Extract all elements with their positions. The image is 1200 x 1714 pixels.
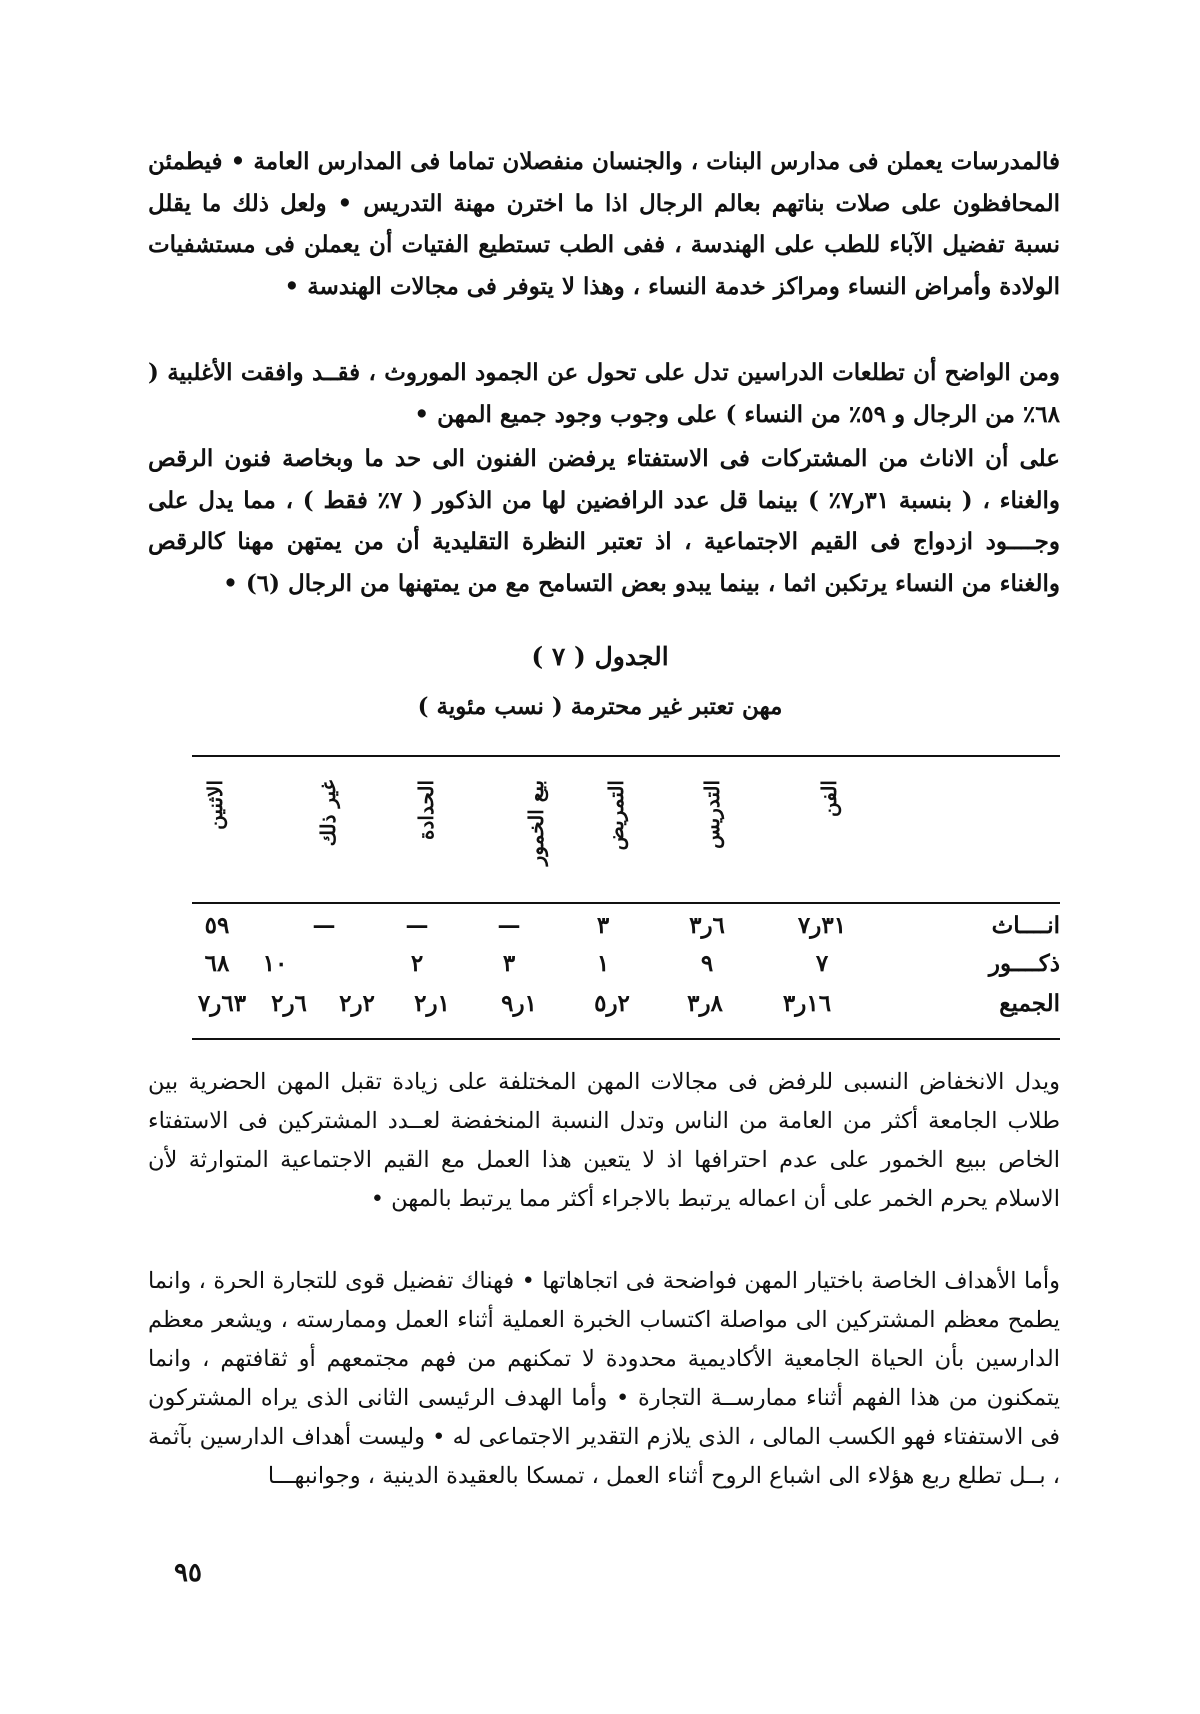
table-header-rule [192, 902, 1060, 904]
table-cell: ٢ر٥ [594, 990, 630, 1017]
column-header-art: الفن [817, 780, 841, 817]
page-number: ٩٥ [174, 1558, 202, 1588]
table-subtitle: مهن تعتبر غير محترمة ( نسب مئوية ) [417, 693, 783, 720]
column-header-other: غير ذلك [316, 780, 340, 847]
row-label: انــــاث [991, 912, 1060, 939]
row-label: ذكــــور [988, 950, 1060, 977]
table-cell: ٢ [410, 950, 424, 977]
paragraph-5: وأما الأهداف الخاصة باختيار المهن فواضحة فى اتجاهاتها • فهناك تفضيل قوى للتجارة الحرة ، وانما يطمح معظم المشتركين الى مواصلة اكتساب الخبرة العملية أثناء العمل وممارسته ، ويشعر معظم الدارسين بأن الحياة الجامعية الأكاديمية محدودة لا تمكنهم من فهم مجتمعهم أو ثقافتهم ، وانما يتمكنون من هذا الفهم أثناء ممارســة التجارة • وأما الهدف الرئيسى الثانى الذى يراه المشتركون فى الاستفتاء فهو الكسب المالى ، الذى يلازم التقدير الاجتماعى له • وليست أهداف الدارسين بآثمة ، بــل تطلع ربع هؤلاء الى اشباع الروح أثناء العمل ، تمسكا بالعقيدة الدينية ، وجوانبهـــا [148, 1268, 1060, 1489]
table-cell: — [405, 912, 429, 939]
paragraph-3: على أن الاناث من المشتركات فى الاستفتاء يرفضن الفنون الى حد ما وبخاصة فنون الرقص والغناء ، ( بنسبة ٣١ر٧٪ ) بينما قل عدد الرافضين لها من الذكور ( ٧٪ فقط ) ، مما يدل على وجــــود ازدواج فى القيم الاجتماعية ، اذ تعتبر النظرة التقليدية أن من يمتهن مهنا كالرقص والغناء من النساء يرتكبن اثما ، بينما يبدو بعض التسامح مع من يمتهنها من الرجال (٦) • [148, 445, 1061, 597]
table-cell-total: ٥٩ [204, 912, 230, 939]
table-cell: ٢ر٢ [339, 990, 375, 1017]
table-title: الجدول ( ٧ ) [531, 642, 669, 671]
paragraph-2: ومن الواضح أن تطلعات الدراسين تدل على تحول عن الجمود الموروث ، فقــد وافقت الأغلبية ( ٦٨٪ من الرجال و ٥٩٪ من النساء ) على وجوب وجود جميع المهن • [148, 359, 1060, 428]
table-top-rule [192, 755, 1060, 757]
table-row [192, 990, 1060, 1030]
table-cell: ٩ [700, 950, 714, 977]
table-cell: ١٦ر٣ [782, 990, 832, 1017]
table-cell: — [497, 912, 521, 939]
table-cell: ٣ [596, 912, 610, 939]
table-cell: ١ر٩ [501, 990, 537, 1017]
paragraph-4: ويدل الانخفاض النسبى للرفض فى مجالات المهن المختلفة على زيادة تقبل المهن الحضرية بين طلاب الجامعة أكثر من العامة من الناس وتدل النسبة المنخفضة لعــدد المشتركين فى الاستفتاء الخاص ببيع الخمور على عدم احترافها اذ لا يتعين هذا العمل مع القيم الاجتماعية المتوارثة لأن الاسلام يحرم الخمر على أن اعماله يرتبط بالاجراء أكثر مما يرتبط بالمهن • [148, 1069, 1060, 1212]
paragraph-1: فالمدرسات يعملن فى مدارس البنات ، والجنسان منفصلان تماما فى المدارس العامة • فيطمئن المحافظون على صلات بناتهم بعالم الرجال اذا ما اخترن مهنة التدريس • ولعل ذلك ما يقلل نسبة تفضيل الآباء للطب على الهندسة ، ففى الطب تستطيع الفتيات أن يعملن فى مستشفيات الولادة وأمراض النساء ومراكز خدمة النساء ، وهذا لا يتوفر فى مجالات الهندسة • [148, 148, 1060, 300]
table-cell: ١ر٢ [414, 990, 450, 1017]
table-bottom-rule [192, 1038, 1060, 1040]
column-header-teaching: التدريس [700, 780, 724, 849]
column-header-both: الاثنين [203, 780, 227, 830]
table-cell: ٧ [815, 950, 829, 977]
table-cell: ١ [596, 950, 610, 977]
column-header-nursing: التمريض [604, 780, 628, 851]
row-label: الجميع [999, 990, 1060, 1017]
table-row [192, 950, 1060, 990]
table-cell: ١٠ [262, 950, 288, 977]
table-cell: ٦ر٢ [271, 990, 307, 1017]
table-cell: — [312, 912, 336, 939]
table-cell-total: ٦٨ [204, 950, 230, 977]
table-cell-total: ٦٣ر٧ [197, 990, 247, 1017]
table-cell: ٣١ر٧ [797, 912, 847, 939]
table-cell: ٨ر٣ [687, 990, 723, 1017]
table-row [192, 912, 1060, 952]
table-cell: ٣ [502, 950, 516, 977]
column-header-selling-alcohol: بيع الخمور [524, 780, 548, 866]
column-header-blacksmithing: الحدادة [414, 780, 438, 840]
table-cell: ٦ر٣ [689, 912, 725, 939]
